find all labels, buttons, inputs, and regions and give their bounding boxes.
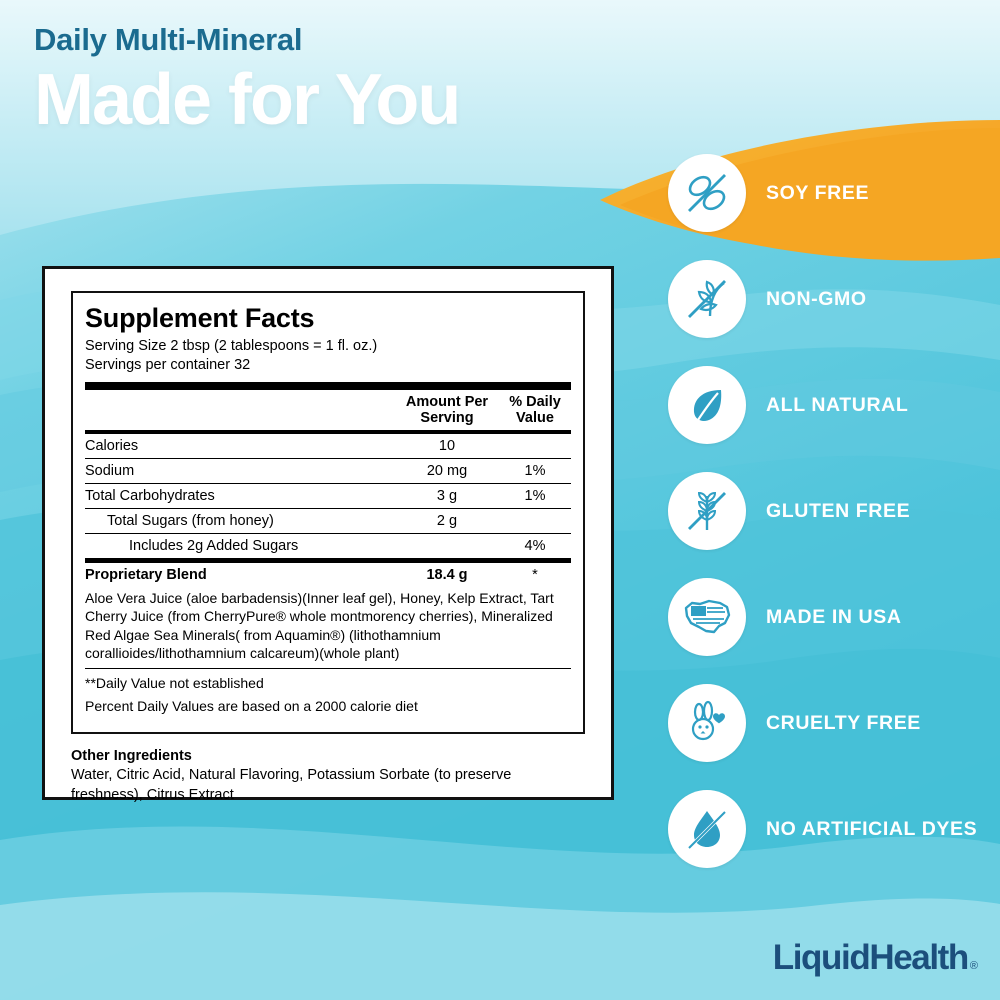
header-eyebrow: Daily Multi-Mineral — [34, 22, 303, 57]
feature-label: SOY FREE — [766, 181, 870, 204]
usa-map-icon — [679, 590, 735, 644]
feature-label: NON-GMO — [766, 287, 867, 310]
proprietary-blend-table — [85, 563, 571, 587]
header-amount-line2: Serving — [420, 409, 474, 426]
supplement-facts-title: Supplement Facts — [85, 303, 315, 333]
leaf-icon — [680, 378, 734, 432]
gluten-free-icon — [680, 484, 734, 538]
no-dyes-icon — [680, 802, 734, 856]
feature-item-gluten-free — [668, 458, 998, 564]
header-daily-value — [499, 390, 571, 430]
feature-item-cruelty-free — [668, 670, 998, 776]
table-row — [85, 434, 571, 459]
blend-name: Proprietary Blend — [85, 566, 207, 583]
brand-logo — [773, 938, 978, 978]
feature-badge — [668, 154, 746, 232]
feature-item-soy-free — [668, 140, 998, 246]
feature-label: NO ARTIFICIAL DYES — [766, 817, 978, 840]
header-block — [34, 22, 460, 140]
divider-thick-top — [85, 382, 571, 390]
blend-description: Aloe Vera Juice (aloe barbadensis)(Inner leaf gel), Honey, Kelp Extract, Tart Cherry Juice (from CherryPure® whole montmorency cherries), Mineralized Red Algae Sea Minerals( from Aquamin®) (lithothamnium corallioides/lithothamnium calcareum)(whole plant) — [85, 589, 554, 661]
feature-badge — [668, 790, 746, 868]
footnote-daily-value: **Daily Value not established — [85, 675, 264, 692]
row-name: Includes 2g Added Sugars — [85, 533, 395, 558]
table-row — [85, 483, 571, 508]
header-amount-line1: Amount Per — [405, 393, 489, 410]
other-ingredients-body: Water, Citric Acid, Natural Flavoring, Potassium Sorbate (to preserve freshness), Citrus Extract — [71, 767, 512, 803]
feature-list — [668, 140, 998, 882]
feature-badge — [668, 578, 746, 656]
serving-size-text: Serving Size 2 tbsp (2 tablespoons = 1 fl. oz.) — [85, 338, 378, 354]
row-amount: 2 g — [395, 508, 499, 533]
feature-label: CRUELTY FREE — [766, 711, 921, 734]
header-dv-line2: Value — [516, 409, 554, 426]
nutrition-table — [85, 390, 571, 559]
logo-word-health: Health — [869, 938, 968, 977]
logo-registered-mark: ® — [969, 960, 978, 972]
supplement-facts-panel — [42, 266, 614, 803]
row-name: Sodium — [85, 458, 395, 483]
header-dv-line1: % Daily — [509, 393, 561, 410]
other-ingredients-title: Other Ingredients — [71, 748, 192, 765]
non-gmo-icon — [680, 272, 734, 326]
header-amount-per-serving — [395, 390, 499, 430]
row-amount — [395, 533, 499, 558]
table-header-row — [85, 390, 571, 430]
row-dv: 4% — [499, 533, 571, 558]
footnote-percent-dv: Percent Daily Values are based on a 2000 calorie diet — [85, 698, 418, 715]
row-name: Calories — [85, 434, 395, 459]
row-name: Total Sugars (from honey) — [85, 508, 395, 533]
feature-badge — [668, 366, 746, 444]
feature-badge — [668, 472, 746, 550]
feature-badge — [668, 260, 746, 338]
blend-amount: 18.4 g — [426, 566, 468, 583]
logo-word-liquid: Liquid — [772, 938, 870, 977]
row-dv — [499, 434, 571, 459]
supplement-facts-inner-box — [71, 291, 585, 734]
feature-badge — [668, 684, 746, 762]
blend-row — [85, 563, 571, 587]
row-dv: 1% — [499, 458, 571, 483]
feature-label: MADE IN USA — [766, 605, 902, 628]
cruelty-free-icon — [680, 696, 734, 750]
table-row — [85, 458, 571, 483]
feature-item-non-gmo — [668, 246, 998, 352]
soy-free-icon — [680, 166, 734, 220]
feature-label: ALL NATURAL — [766, 393, 909, 416]
row-dv — [499, 508, 571, 533]
feature-item-all-natural — [668, 352, 998, 458]
row-dv: 1% — [499, 483, 571, 508]
feature-item-no-artificial-dyes — [668, 776, 998, 882]
page-title: Made for You — [34, 60, 460, 140]
row-name: Total Carbohydrates — [85, 483, 395, 508]
servings-per-container-text: Servings per container 32 — [85, 357, 251, 374]
feature-item-made-in-usa — [668, 564, 998, 670]
blend-dv: * — [532, 566, 538, 583]
row-amount: 10 — [395, 434, 499, 459]
table-row — [85, 508, 571, 533]
table-row — [85, 533, 571, 558]
header-blank — [85, 390, 395, 430]
feature-label: GLUTEN FREE — [766, 499, 911, 522]
row-amount: 20 mg — [395, 458, 499, 483]
row-amount: 3 g — [395, 483, 499, 508]
